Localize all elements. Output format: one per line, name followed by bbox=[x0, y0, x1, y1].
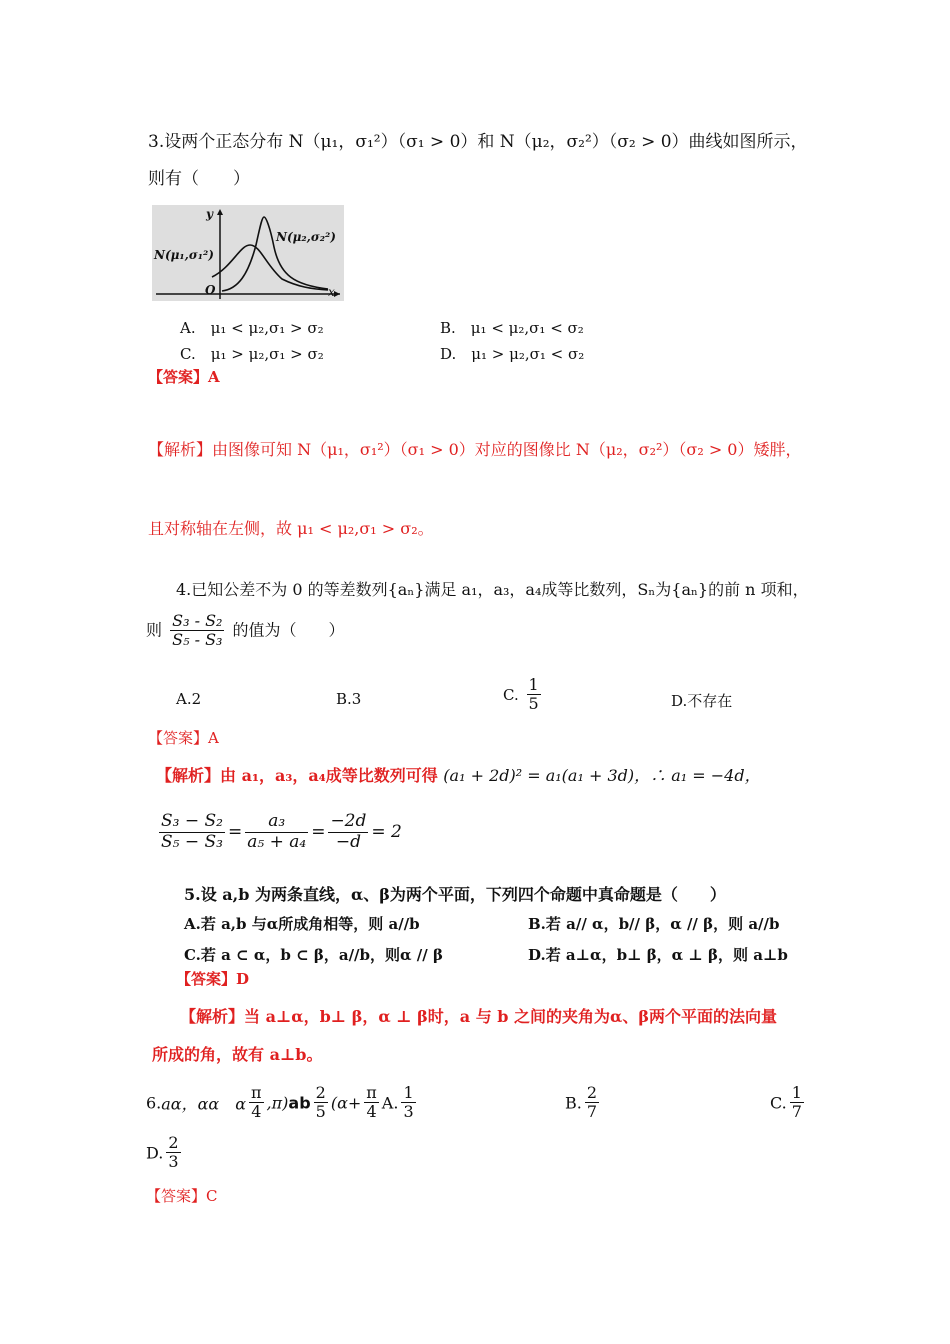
q4-analysis-equation: (a₁ + 2d)² = a₁(a₁ + 3d)，∴ a₁ = −4d， bbox=[443, 766, 761, 785]
q4-option-d: D.不存在 bbox=[671, 692, 733, 710]
y-axis-arrow bbox=[217, 209, 223, 215]
q6-number: 6. bbox=[146, 1093, 162, 1113]
q6-option-d bbox=[146, 1134, 184, 1172]
q6-option-b-den: 7 bbox=[586, 1102, 598, 1122]
q6-option-b bbox=[565, 1084, 602, 1122]
q6-option-c-den: 7 bbox=[791, 1102, 802, 1122]
figure-curve2-label: N(μ₂,σ₂²) bbox=[276, 230, 336, 244]
q6-pi2-frac bbox=[364, 1084, 379, 1122]
q4-stem-line1: 4.已知公差不为 0 的等差数列{aₙ}满足 a₁，a₃，a₄成等比数列，Sₙ为{aₙ}的前 n 项和， bbox=[176, 580, 809, 599]
q5-stem: 5.设 a,b 为两条直线，α、β为两个平面，下列四个命题中真命题是（ ） bbox=[184, 885, 726, 904]
normal-distribution-figure bbox=[152, 205, 344, 301]
q6-option-a-den: 3 bbox=[403, 1102, 414, 1122]
figure-y-label: y bbox=[206, 207, 213, 221]
q6-text-1: aα，αα α bbox=[161, 1094, 247, 1114]
figure-origin-label: O bbox=[205, 283, 216, 297]
q6-text-2: ,π) bbox=[266, 1093, 289, 1113]
q6-f1-den: 5 bbox=[315, 1102, 326, 1122]
q6-pi-frac bbox=[249, 1084, 264, 1122]
q5-analysis-line2: 所成的角，故有 a⊥b。 bbox=[152, 1045, 323, 1064]
eq-frac-1-den: S₅ − S₃ bbox=[161, 831, 223, 852]
q6-option-c bbox=[770, 1084, 807, 1122]
eq-frac-2-num: a₃ bbox=[245, 812, 308, 833]
q4-analysis-line1 bbox=[156, 763, 761, 786]
q3-stem-line1: 3.设两个正态分布 N（μ₁，σ₁²）（σ₁ > 0）和 N（μ₂，σ₂²）（σ₂ > 0）曲线如图所示， bbox=[148, 132, 808, 152]
q5-option-d: D.若 a⊥α，b⊥ β，α ⊥ β，则 a⊥b bbox=[528, 946, 788, 964]
q4-answer: 【答案】A bbox=[148, 729, 219, 747]
q4-fraction-numerator: S₃ - S₂ bbox=[172, 611, 223, 630]
eq-frac-3 bbox=[328, 812, 368, 852]
q6-pi-den: 4 bbox=[251, 1102, 262, 1122]
q4-option-c bbox=[503, 676, 544, 714]
q6-text-3: (α+ bbox=[330, 1093, 362, 1113]
q6-f1-num: 2 bbox=[315, 1083, 326, 1102]
q5-option-a: A.若 a,b 与α所成角相等，则 a//b bbox=[184, 915, 420, 933]
figure-curve1-label: N(μ₁,σ₁²) bbox=[154, 248, 214, 262]
eq-frac-2-den: a₅ + a₄ bbox=[247, 831, 307, 852]
q3-analysis-line2: 且对称轴在左侧，故 μ₁ < μ₂,σ₁ > σ₂。 bbox=[148, 519, 434, 538]
q6-option-b-frac bbox=[585, 1084, 599, 1122]
q6-frac-2-5 bbox=[314, 1084, 328, 1122]
q6-option-b-prefix: B. bbox=[565, 1093, 582, 1113]
q6-pi2-num: π bbox=[366, 1083, 377, 1102]
q6-pi2-den: 4 bbox=[366, 1102, 377, 1122]
q4-option-b: B.3 bbox=[336, 690, 362, 708]
q6-option-c-frac bbox=[790, 1084, 804, 1122]
q6-text-ab: ab bbox=[288, 1093, 311, 1113]
curve-1 bbox=[212, 245, 328, 290]
q4-analysis-label: 【解析】 bbox=[156, 766, 221, 785]
q4-option-c-den: 5 bbox=[528, 694, 539, 714]
eq-equals-2: = bbox=[311, 822, 326, 843]
q3-stem-line2: 则有（ ） bbox=[148, 169, 250, 189]
q5-analysis-line1: 【解析】当 a⊥α，b⊥ β，α ⊥ β时，a 与 b 之间的夹角为α、β两个平面的法向量 bbox=[180, 1007, 777, 1026]
eq-frac-3-num: −2d bbox=[330, 811, 367, 831]
q5-option-c: C.若 a ⊂ α，b ⊂ β，a//b，则α // β bbox=[184, 946, 443, 964]
q4-analysis-text: 由 a₁，a₃，a₄成等比数列可得 bbox=[220, 766, 438, 785]
q5-answer: 【答案】D bbox=[176, 970, 250, 988]
figure-x-label: x bbox=[328, 285, 335, 299]
q3-analysis-line1: 【解析】由图像可知 N（μ₁，σ₁²）（σ₁ > 0）对应的图像比 N（μ₂，σ₂²）（σ₂ > 0）矮胖， bbox=[148, 440, 802, 459]
eq-frac-1 bbox=[159, 812, 225, 852]
q4-fraction bbox=[170, 612, 224, 650]
q6-stem bbox=[146, 1084, 419, 1122]
q4-stem-suffix: 的值为（ ） bbox=[232, 620, 345, 640]
q4-stem-line2 bbox=[146, 612, 345, 650]
q4-option-a: A.2 bbox=[176, 690, 202, 708]
q3-option-d: D. μ₁ > μ₂,σ₁ < σ₂ bbox=[440, 345, 585, 363]
eq-result: = 2 bbox=[371, 822, 402, 843]
q6-option-a-num: 1 bbox=[403, 1083, 414, 1102]
q3-option-b: B. μ₁ < μ₂,σ₁ < σ₂ bbox=[440, 319, 584, 337]
q4-fraction-denominator: S₅ - S₃ bbox=[172, 630, 223, 650]
q6-option-d-den: 3 bbox=[168, 1152, 179, 1172]
eq-frac-3-den: −d bbox=[335, 831, 361, 852]
q6-option-d-frac bbox=[166, 1134, 180, 1172]
q6-option-d-num: 2 bbox=[168, 1133, 179, 1152]
q6-option-c-prefix: C. bbox=[770, 1093, 787, 1113]
eq-equals-1: = bbox=[227, 822, 243, 843]
q6-option-c-num: 1 bbox=[791, 1083, 802, 1102]
q4-analysis-fraction-equation bbox=[156, 812, 402, 852]
eq-frac-1-num: S₃ − S₂ bbox=[161, 811, 223, 831]
q5-option-b: B.若 a// α，b// β，α // β，则 a//b bbox=[528, 915, 780, 933]
q3-option-c: C. μ₁ > μ₂,σ₁ > σ₂ bbox=[180, 345, 324, 363]
q4-option-c-fraction bbox=[527, 676, 541, 714]
q6-option-d-prefix: D. bbox=[146, 1143, 164, 1163]
q6-option-a-prefix: A. bbox=[381, 1093, 399, 1113]
q6-option-b-num: 2 bbox=[586, 1083, 598, 1102]
q6-option-a-frac bbox=[401, 1084, 415, 1122]
q4-option-c-prefix: C. bbox=[503, 685, 519, 704]
q4-option-c-num: 1 bbox=[528, 675, 539, 694]
q6-answer: 【答案】C bbox=[146, 1187, 218, 1205]
q6-pi-num: π bbox=[251, 1083, 262, 1102]
q3-answer: 【答案】A bbox=[148, 368, 220, 386]
q4-stem-prefix: 则 bbox=[146, 620, 163, 640]
q3-option-a: A. μ₁ < μ₂,σ₁ > σ₂ bbox=[180, 319, 324, 337]
eq-frac-2 bbox=[245, 812, 308, 852]
